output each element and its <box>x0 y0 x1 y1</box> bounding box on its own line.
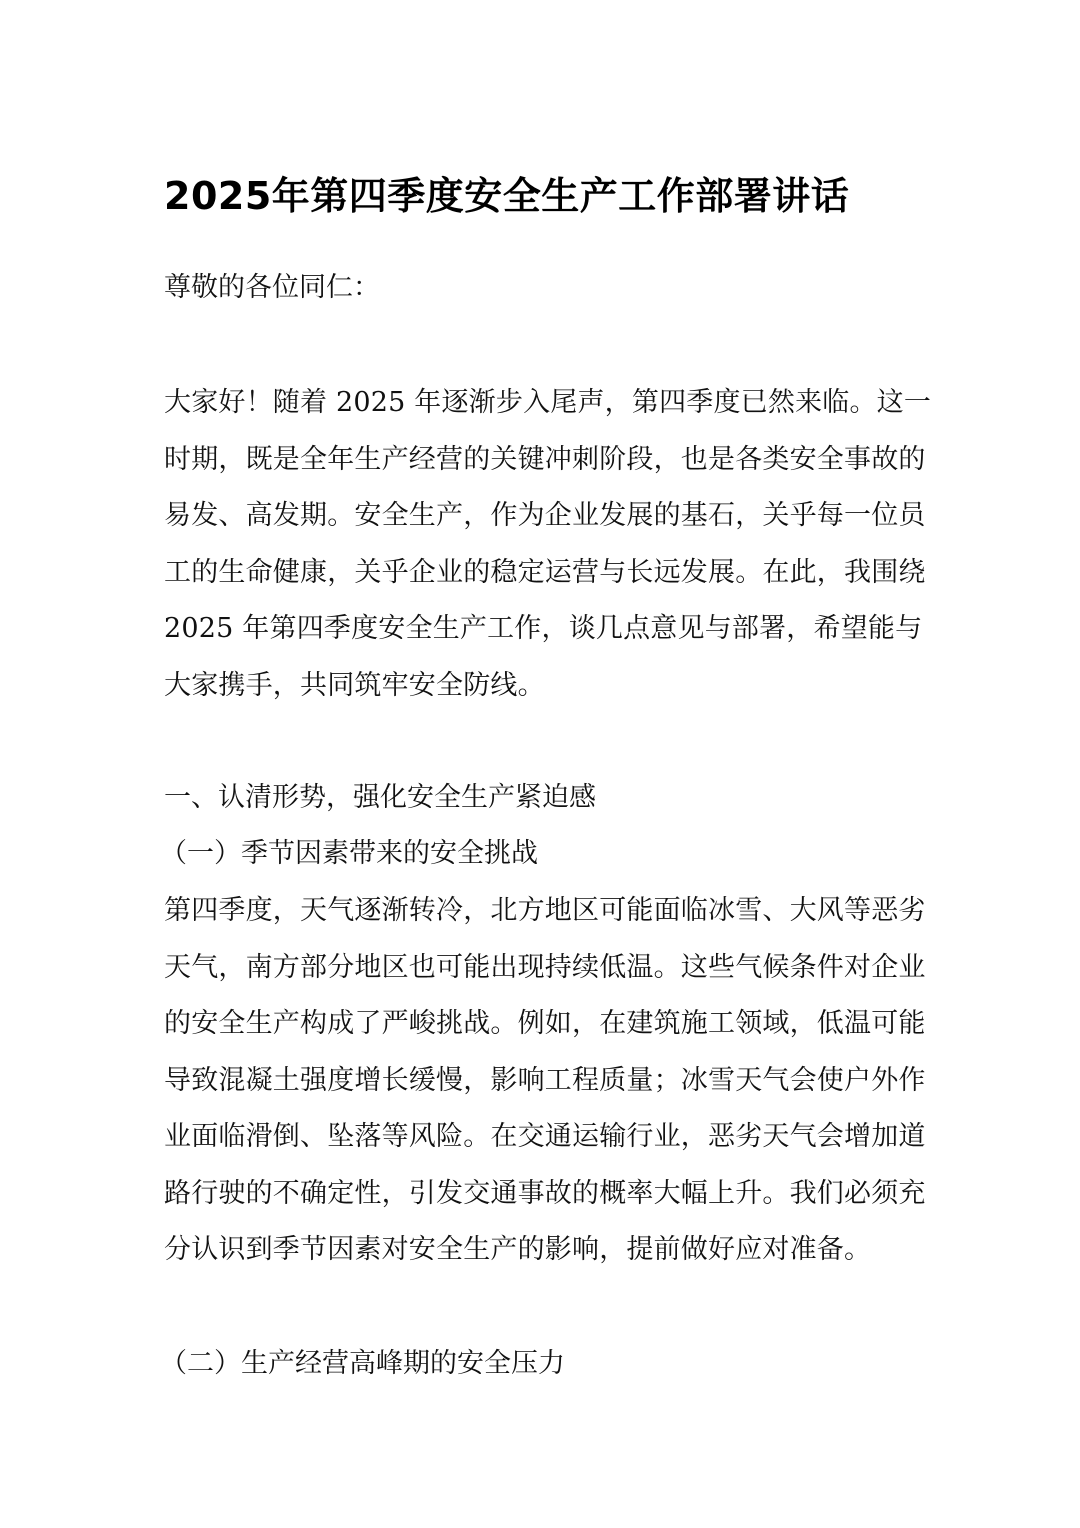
paragraph-line: 分认识到季节因素对安全生产的影响，提前做好应对准备。 <box>164 1234 872 1265</box>
paragraph-line: 2025 年第四季度安全生产工作，谈几点意见与部署，希望能与 <box>164 613 923 644</box>
intro-paragraph <box>164 375 932 714</box>
subsection-heading-2: （二）生产经营高峰期的安全压力 <box>160 1348 565 1379</box>
paragraph-line: 大家携手，共同筑牢安全防线。 <box>164 669 545 701</box>
paragraph-line: 的安全生产构成了严峻挑战。例如，在建筑施工领域，低温可能 <box>164 1008 926 1039</box>
paragraph-line: 业面临滑倒、坠落等风险。在交通运输行业，恶劣天气会增加道 <box>164 1121 926 1152</box>
paragraph-line: 时期，既是全年生产经营的关键冲刺阶段，也是各类安全事故的 <box>164 443 926 475</box>
paragraph-line: 天气，南方部分地区也可能出现持续低温。这些气候条件对企业 <box>164 951 926 983</box>
paragraph-line: 易发、高发期。安全生产，作为企业发展的基石，关乎每一位员 <box>164 500 926 531</box>
paragraph-line: 大家好！随着 2025 年逐渐步入尾声，第四季度已然来临。这一 <box>164 387 932 418</box>
section-heading-1: 一、认清形势，强化安全生产紧迫感 <box>164 782 596 813</box>
subsection-heading-1: （一）季节因素带来的安全挑战 <box>160 838 538 869</box>
paragraph-line: 路行驶的不确定性，引发交通事故的概率大幅上升。我们必须充 <box>164 1177 926 1209</box>
document-title: 2025年第四季度安全生产工作部署讲话 <box>164 174 850 218</box>
paragraph-line: 第四季度，天气逐渐转冷，北方地区可能面临冰雪、大风等恶劣 <box>164 895 926 926</box>
salutation: 尊敬的各位同仁： <box>164 272 380 303</box>
subsection-1-paragraph <box>164 883 924 1279</box>
paragraph-line: 导致混凝土强度增长缓慢，影响工程质量；冰雪天气会使户外作 <box>164 1064 926 1096</box>
paragraph-line: 工的生命健康，关乎企业的稳定运营与长远发展。在此，我围绕 <box>164 556 926 588</box>
